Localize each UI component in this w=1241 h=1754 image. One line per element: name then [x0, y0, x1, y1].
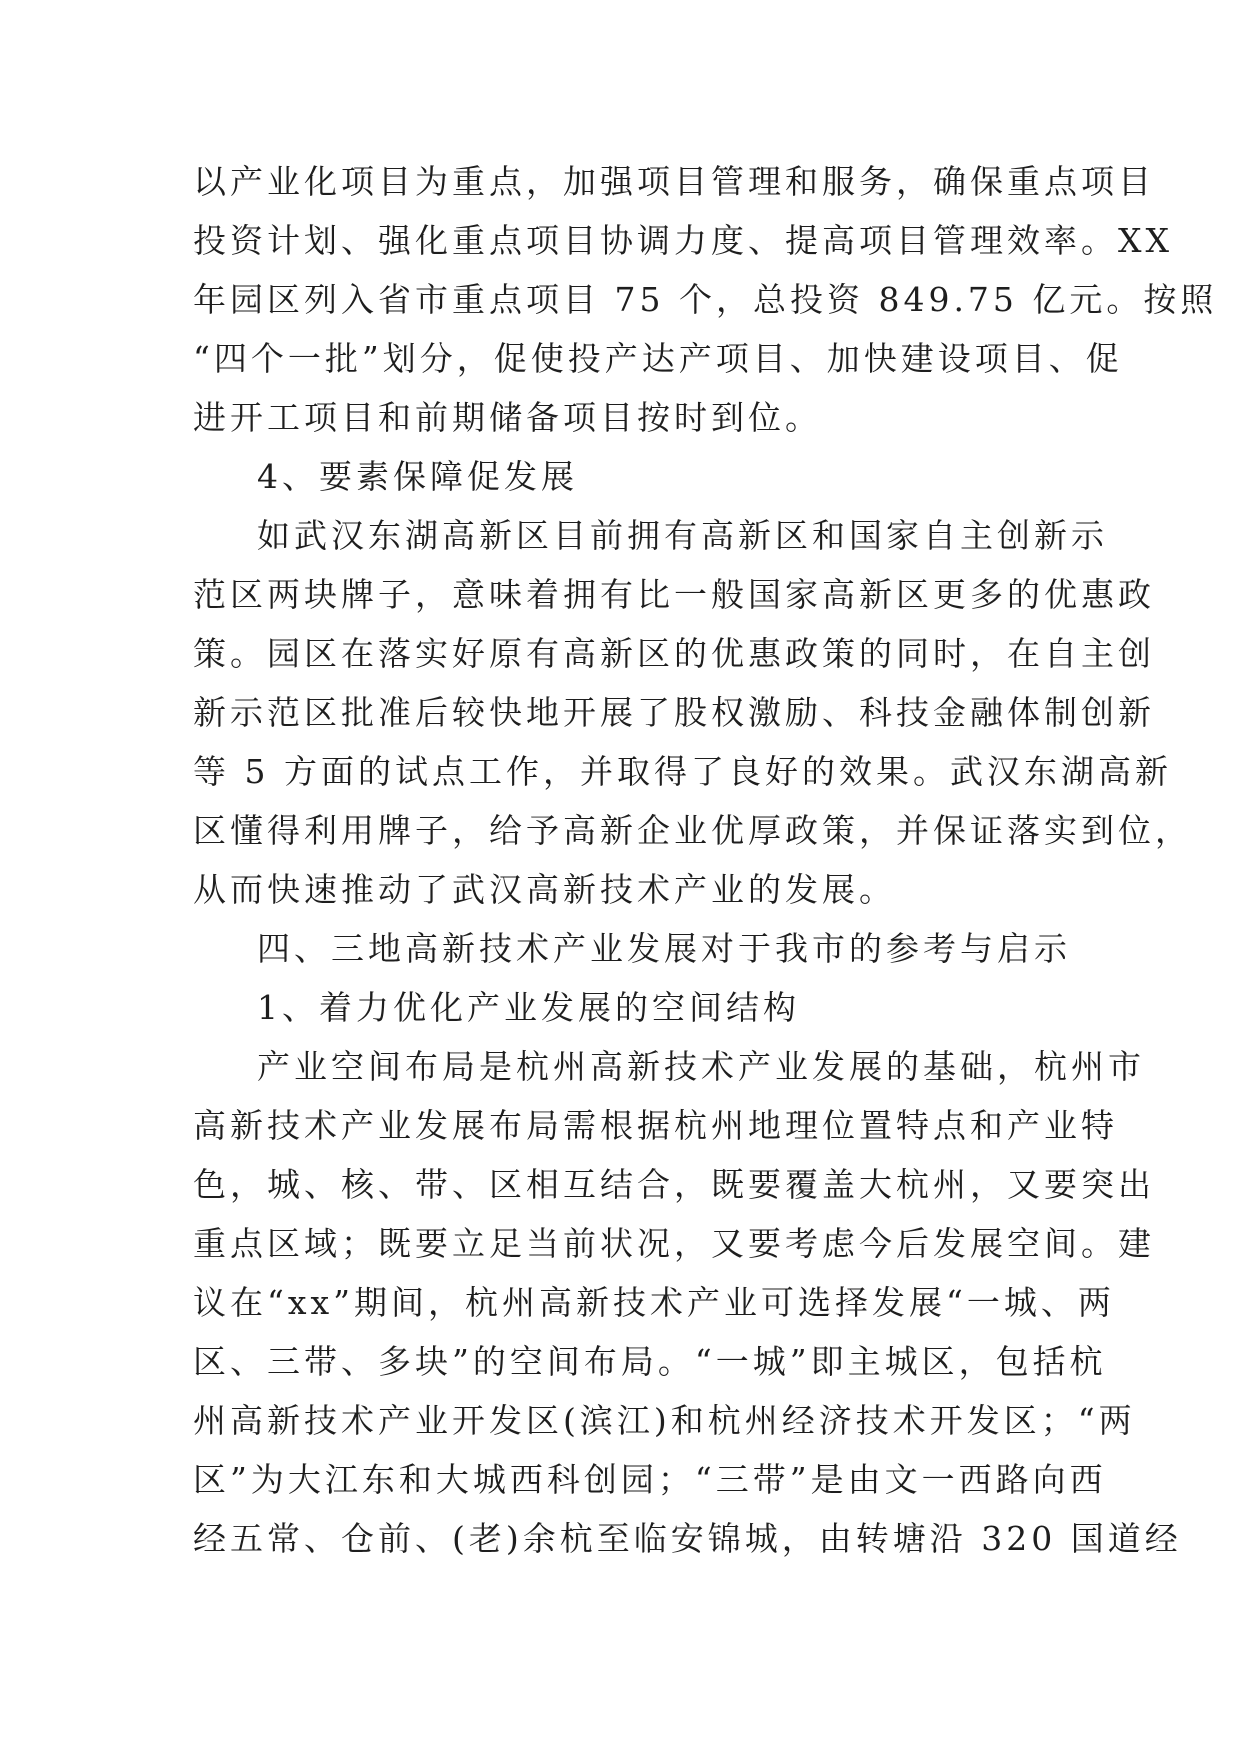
text-line: 高新技术产业发展布局需根据杭州地理位置特点和产业特: [193, 1106, 1118, 1145]
text-line: 从而快速推动了武汉高新技术产业的发展。: [193, 870, 896, 909]
text-line: 等 5 方面的试点工作，并取得了良好的效果。武汉东湖高新: [193, 752, 1172, 791]
text-line: 区”为大江东和大城西科创园；“三带”是由文一西路向西: [193, 1460, 1107, 1499]
text-line: 色，城、核、带、区相互结合，既要覆盖大杭州，又要突出: [193, 1165, 1155, 1204]
text-line: 区、三带、多块”的空间布局。“一城”即主城区，包括杭: [193, 1342, 1107, 1381]
text-line: 以产业化项目为重点，加强项目管理和服务，确保重点项目: [193, 162, 1155, 201]
text-line: 经五常、仓前、(老)余杭至临安锦城，由转塘沿 320 国道经: [193, 1519, 1182, 1558]
text-line: 产业空间布局是杭州高新技术产业发展的基础，杭州市: [257, 1047, 1145, 1086]
section-heading: 四、三地高新技术产业发展对于我市的参考与启示: [257, 929, 1071, 968]
section-heading: 4、要素保障促发展: [257, 457, 578, 496]
section-heading: 1、着力优化产业发展的空间结构: [257, 988, 800, 1027]
text-line: 重点区域；既要立足当前状况，又要考虑今后发展空间。建: [193, 1224, 1155, 1263]
text-line: “四个一批”划分，促使投产达产项目、加快建设项目、促: [193, 339, 1123, 378]
text-line: 进开工项目和前期储备项目按时到位。: [193, 398, 822, 437]
text-line: 如武汉东湖高新区目前拥有高新区和国家自主创新示: [257, 516, 1108, 555]
text-line: 年园区列入省市重点项目 75 个，总投资 849.75 亿元。按照: [193, 280, 1218, 319]
text-line: 范区两块牌子，意味着拥有比一般国家高新区更多的优惠政: [193, 575, 1155, 614]
text-line: 策。园区在落实好原有高新区的优惠政策的同时，在自主创: [193, 634, 1155, 673]
text-line: 投资计划、强化重点项目协调力度、提高项目管理效率。XX: [193, 221, 1173, 260]
document-body: [193, 152, 1218, 1568]
text-line: 州高新技术产业开发区(滨江)和杭州经济技术开发区；“两: [193, 1401, 1136, 1440]
text-line: 新示范区批准后较快地开展了股权激励、科技金融体制创新: [193, 693, 1155, 732]
text-line: 区懂得利用牌子，给予高新企业优厚政策，并保证落实到位，: [193, 811, 1192, 850]
text-line: 议在“xx”期间，杭州高新技术产业可选择发展“一城、两: [193, 1283, 1115, 1322]
